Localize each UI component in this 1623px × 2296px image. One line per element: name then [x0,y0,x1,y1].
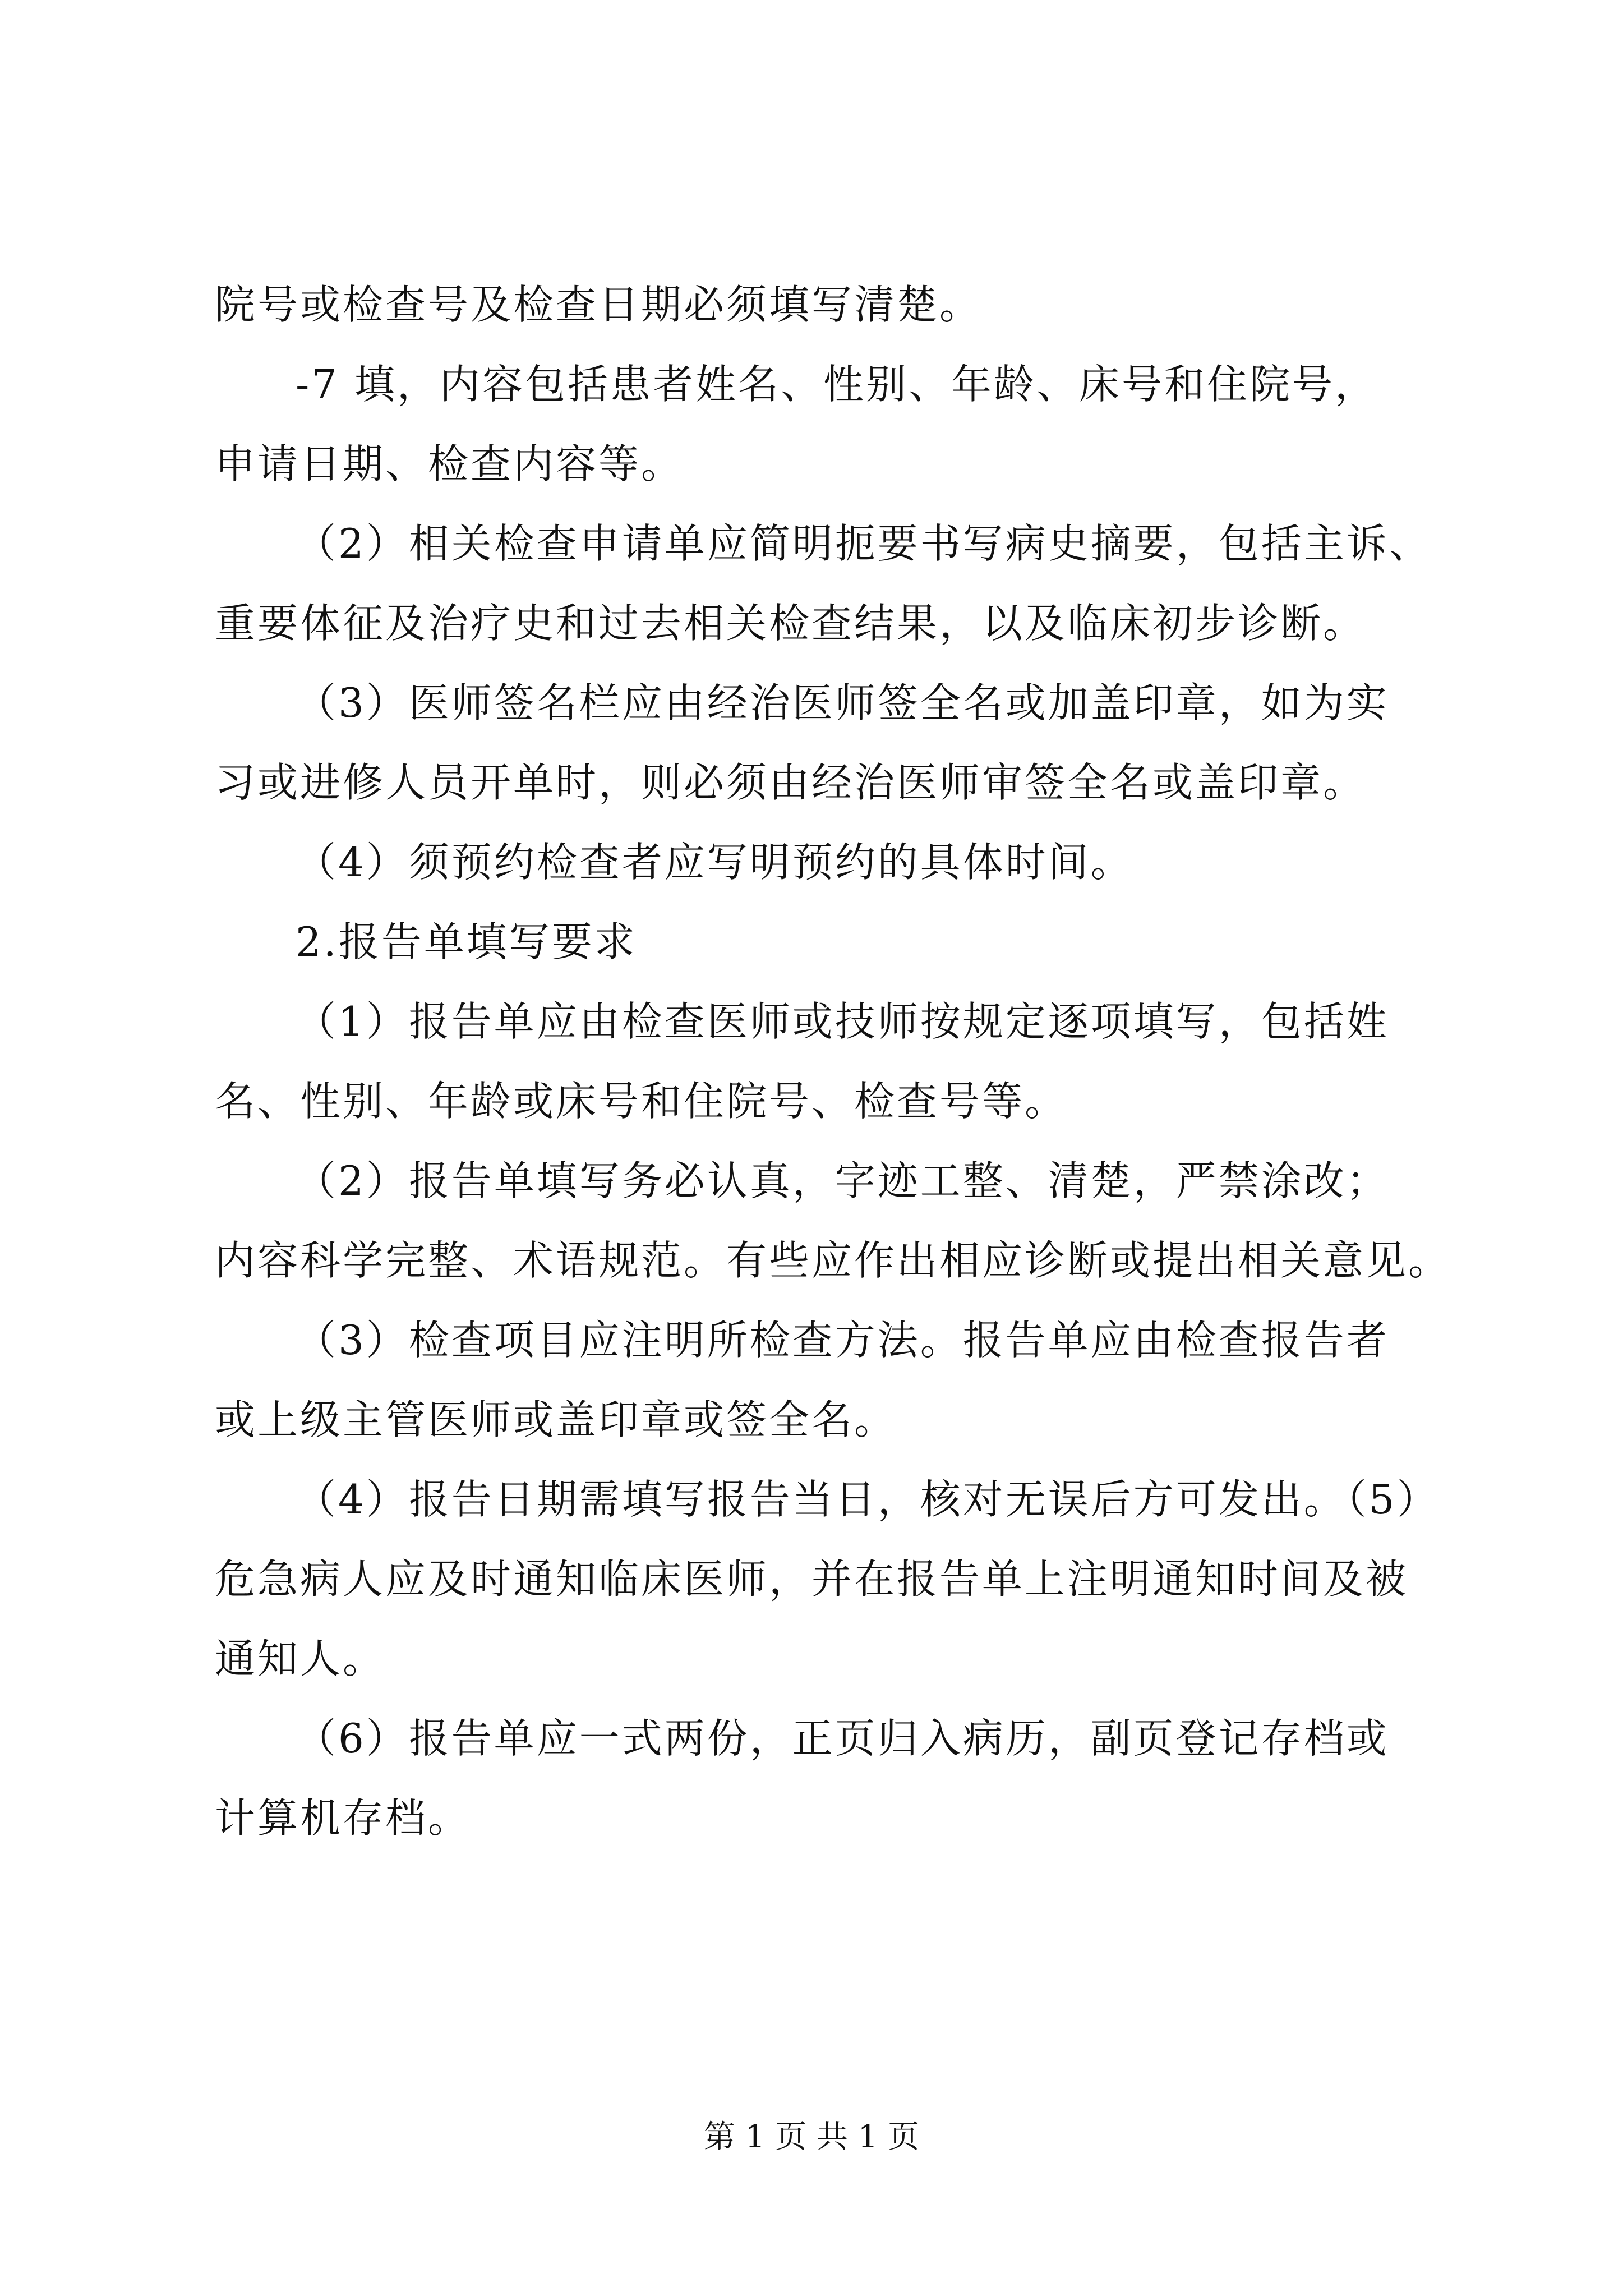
text-line: 习或进修人员开单时，则必须由经治医师审签全名或盖印章。 [215,759,1366,806]
text-line: （4）须预约检查者应写明预约的具体时间。 [296,839,1133,886]
text-line: -7 填，内容包括患者姓名、性别、年龄、床号和住院号， [296,361,1378,408]
text-line: 计算机存档。 [215,1795,471,1842]
text-line: （2）报告单填写务必认真，字迹工整、清楚，严禁涂改； [296,1157,1389,1204]
text-line: 院号或检查号及检查日期必须填写清楚。 [215,281,983,328]
text-line: （3）检查项目应注明所检查方法。报告单应由检查报告者 [296,1317,1389,1364]
text-line: （4）报告日期需填写报告当日，核对无误后方可发出。（5） [296,1476,1440,1523]
text-line: 通知人。 [215,1635,386,1682]
text-line: 或上级主管医师或盖印章或签全名。 [215,1396,897,1443]
page-footer: 第 1 页 共 1 页 [703,2119,920,2155]
text-line: （6）报告单应一式两份，正页归入病历，副页登记存档或 [296,1715,1389,1762]
section-heading: 2.报告单填写要求 [296,918,637,965]
text-line: （3）医师签名栏应由经治医师签全名或加盖印章，如为实 [296,679,1389,726]
text-line: 内容科学完整、术语规范。有些应作出相应诊断或提出相关意见。 [215,1237,1451,1284]
text-line: 危急病人应及时通知临床医师，并在报告单上注明通知时间及被 [215,1556,1409,1603]
text-line: （1）报告单应由检查医师或技师按规定逐项填写，包括姓 [296,998,1389,1045]
text-line: 申请日期、检查内容等。 [215,440,684,487]
document-body [215,265,1451,1858]
text-line: （2）相关检查申请单应简明扼要书写病史摘要，包括主诉、 [296,520,1432,567]
text-line: 名、性别、年龄或床号和住院号、检查号等。 [215,1078,1068,1125]
text-line: 重要体征及治疗史和过去相关检查结果，以及临床初步诊断。 [215,600,1366,647]
